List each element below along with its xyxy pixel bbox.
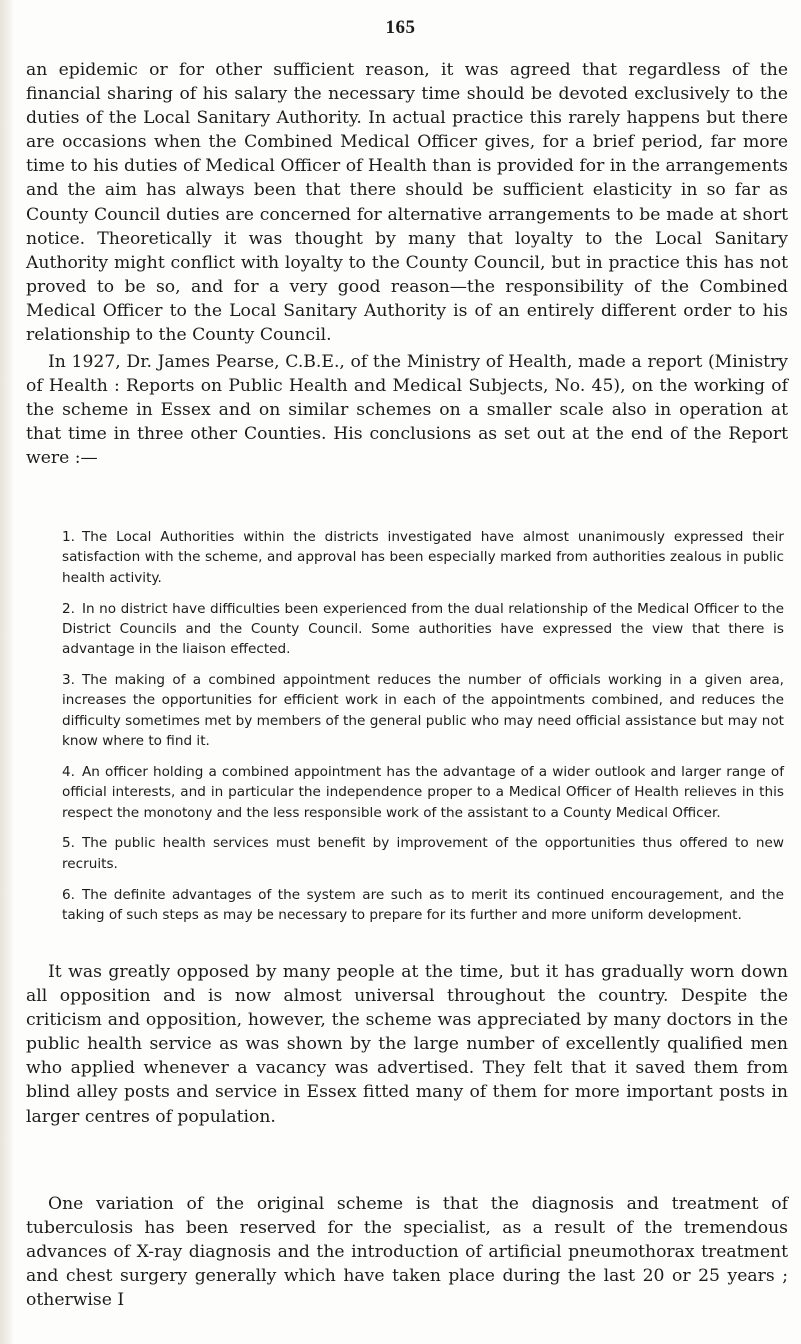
conclusion-item <box>62 762 784 823</box>
paragraph-tuberculosis-variation <box>26 1192 788 1312</box>
conclusions-list <box>62 527 784 936</box>
conclusion-number: 2. <box>62 600 75 617</box>
conclusion-number: 4. <box>62 763 75 780</box>
conclusion-number: 3. <box>62 672 75 689</box>
paragraph-text: an epidemic or for other sufficient reason, it was agreed that regardless of the financial sharing of his salary the necessary time should be devoted exclusively to the duties of the Local Sanitary Authority. In actual practice this rarely happens but there are occasions when the Combined Medical Officer gives, for a brief period, far more time to his duties of Medical Officer of Health than is provided for in the arrangements and the aim has always been that there should be sufficient elasticity in so far as County Council duties are concerned for alternative arrangements to be made at short notice. Theoretically it was thought by many that loyalty to the Local Sanitary Authority might conflict with loyalty to the County Council, but in practice this has not proved to be so, and for a very good reason—the responsibility of the Combined Medical Officer to the Local Sanitary Authority is of an entirely different order to his relationship to the County Council. <box>26 60 788 346</box>
conclusion-number: 5. <box>62 835 75 852</box>
conclusion-item <box>62 527 784 588</box>
conclusion-text: The Local Authorities within the districts investigated have almost unanimously expressed their satisfaction with the scheme, and approval has been especially marked from authorities zealous in public health activity. <box>62 529 784 586</box>
conclusion-item <box>62 885 784 926</box>
conclusion-item <box>62 670 784 752</box>
conclusion-text: The making of a combined appointment reduces the number of officials working in a given area, increases the opportunities for efficient work in each of the appointments combined, and reduces the difficulty sometimes met by members of the general public who may need official assistance but may not know where to find it. <box>62 672 784 750</box>
paragraph-text: One variation of the original scheme is that the diagnosis and treatment of tuberculosis has been reserved for the specialist, as a result of the tremendous advances of X-ray diagnosis and the introduction of artificial pneumothorax treatment and chest surgery generally which have taken place during the last 20 or 25 years ; otherwise I <box>26 1194 788 1311</box>
paragraph-epidemic-duties <box>26 58 788 347</box>
conclusion-number: 1. <box>62 529 75 545</box>
page-number: 165 <box>385 17 416 38</box>
binding-edge-shadow <box>0 0 14 1344</box>
conclusion-text: An officer holding a combined appointment has the advantage of a wider outlook and larger range of official interests, and in particular the independence proper to a Medical Officer of Health relieves in this respect the monotony and the less responsible work of the assistant to a County Medical Officer. <box>62 763 784 821</box>
conclusion-item <box>62 833 784 874</box>
conclusion-text: In no district have difficulties been experienced from the dual relationship of the Medical Officer to the District Councils and the County Council. Some authorities have expressed the view that there is advantage in the liaison effected. <box>62 600 784 658</box>
paragraph-opposition <box>26 960 788 1129</box>
conclusion-text: The public health services must benefit by improvement of the opportunities thus offered to new recruits. <box>62 835 784 872</box>
conclusion-item <box>62 599 784 660</box>
paragraph-text: In 1927, Dr. James Pearse, C.B.E., of the Ministry of Health, made a report (Ministry of Health : Reports on Public Health and Medical Subjects, No. 45), on the working of the scheme in Essex and on similar schemes on a smaller scale also in operation at that time in three other Counties. His conclusions as set out at the end of the Report were :— <box>26 352 788 469</box>
conclusion-text: The definite advantages of the system are such as to merit its continued encouragement, and the taking of such steps as may be necessary to prepare for its further and more uniform development. <box>62 886 784 923</box>
conclusion-number: 6. <box>62 886 75 903</box>
paragraph-pearse-report <box>26 350 788 470</box>
paragraph-text: It was greatly opposed by many people at the time, but it has gradually worn down all opposition and is now almost universal throughout the country. Despite the criticism and opposition, however, the scheme was appreciated by many doctors in the public health service as was shown by the large number of excellently qualified men who applied whenever a vacancy was advertised. They felt that it saved them from blind alley posts and service in Essex fitted many of them for more important posts in larger centres of population. <box>26 962 788 1127</box>
